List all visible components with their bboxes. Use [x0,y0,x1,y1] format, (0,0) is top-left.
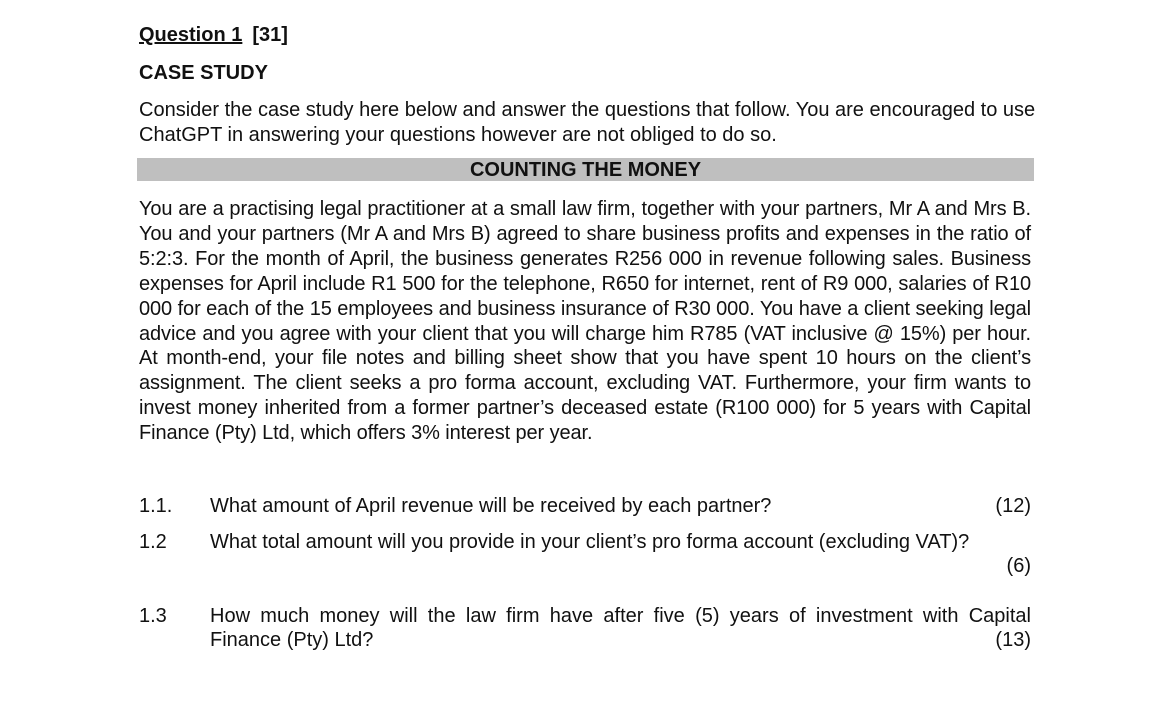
question-heading [139,22,288,48]
question-item-1-2 [139,530,1031,580]
question-marks: (12) [995,495,1031,517]
case-study-text: You are a practising legal practitioner at a small law firm, together with your partners, Mr A and Mrs B. You and your partners (Mr A and Mrs B) agreed to share business profits and expenses in the ratio of 5:2:3. For the month of April, the business generates R256 000 in revenue following sales. Business expenses for April include R1 500 for the telephone, R650 for internet, rent of R9 000, salaries of R10 000 for each of the 15 employees and business insurance of R30 000. You have a client seeking legal advice and you agree with your client that you will charge him R785 (VAT inclusive @ 15%) per hour. At month-end, your file notes and billing sheet show that you have spent 10 hours on the client’s assignment. The client seeks a pro forma account, excluding VAT. Furthermore, your firm wants to invest money inherited from a former partner’s deceased estate (R100 000) for 5 years with Capital Finance (Pty) Ltd, which offers 3% interest per year. [139,198,1031,445]
question-number: 1.1. [139,495,173,517]
question-item-1-3 [139,604,1031,654]
question-marks: (6) [1006,555,1031,577]
intro-paragraph: Consider the case study here below and answer the questions that follow. You are encouraged to use ChatGPT in answering your questions however are not obliged to do so. [139,99,1036,146]
question-title: Question 1 [139,24,243,46]
question-marks: (13) [995,629,1031,651]
question-text: What amount of April revenue will be received by each partner? [210,495,772,517]
question-text: What total amount will you provide in your client’s pro forma account (excluding VAT)? [210,531,970,553]
question-text: How much money will the law firm have after five (5) years of investment with Capital Finance (Pty) Ltd? [210,605,1031,651]
question-total-marks: [31] [252,24,288,46]
question-item-1-1 [139,494,1031,520]
case-study-label: CASE STUDY [139,62,268,84]
question-number: 1.2 [139,531,167,553]
question-number: 1.3 [139,605,167,627]
case-study-banner: COUNTING THE MONEY [137,158,1034,181]
